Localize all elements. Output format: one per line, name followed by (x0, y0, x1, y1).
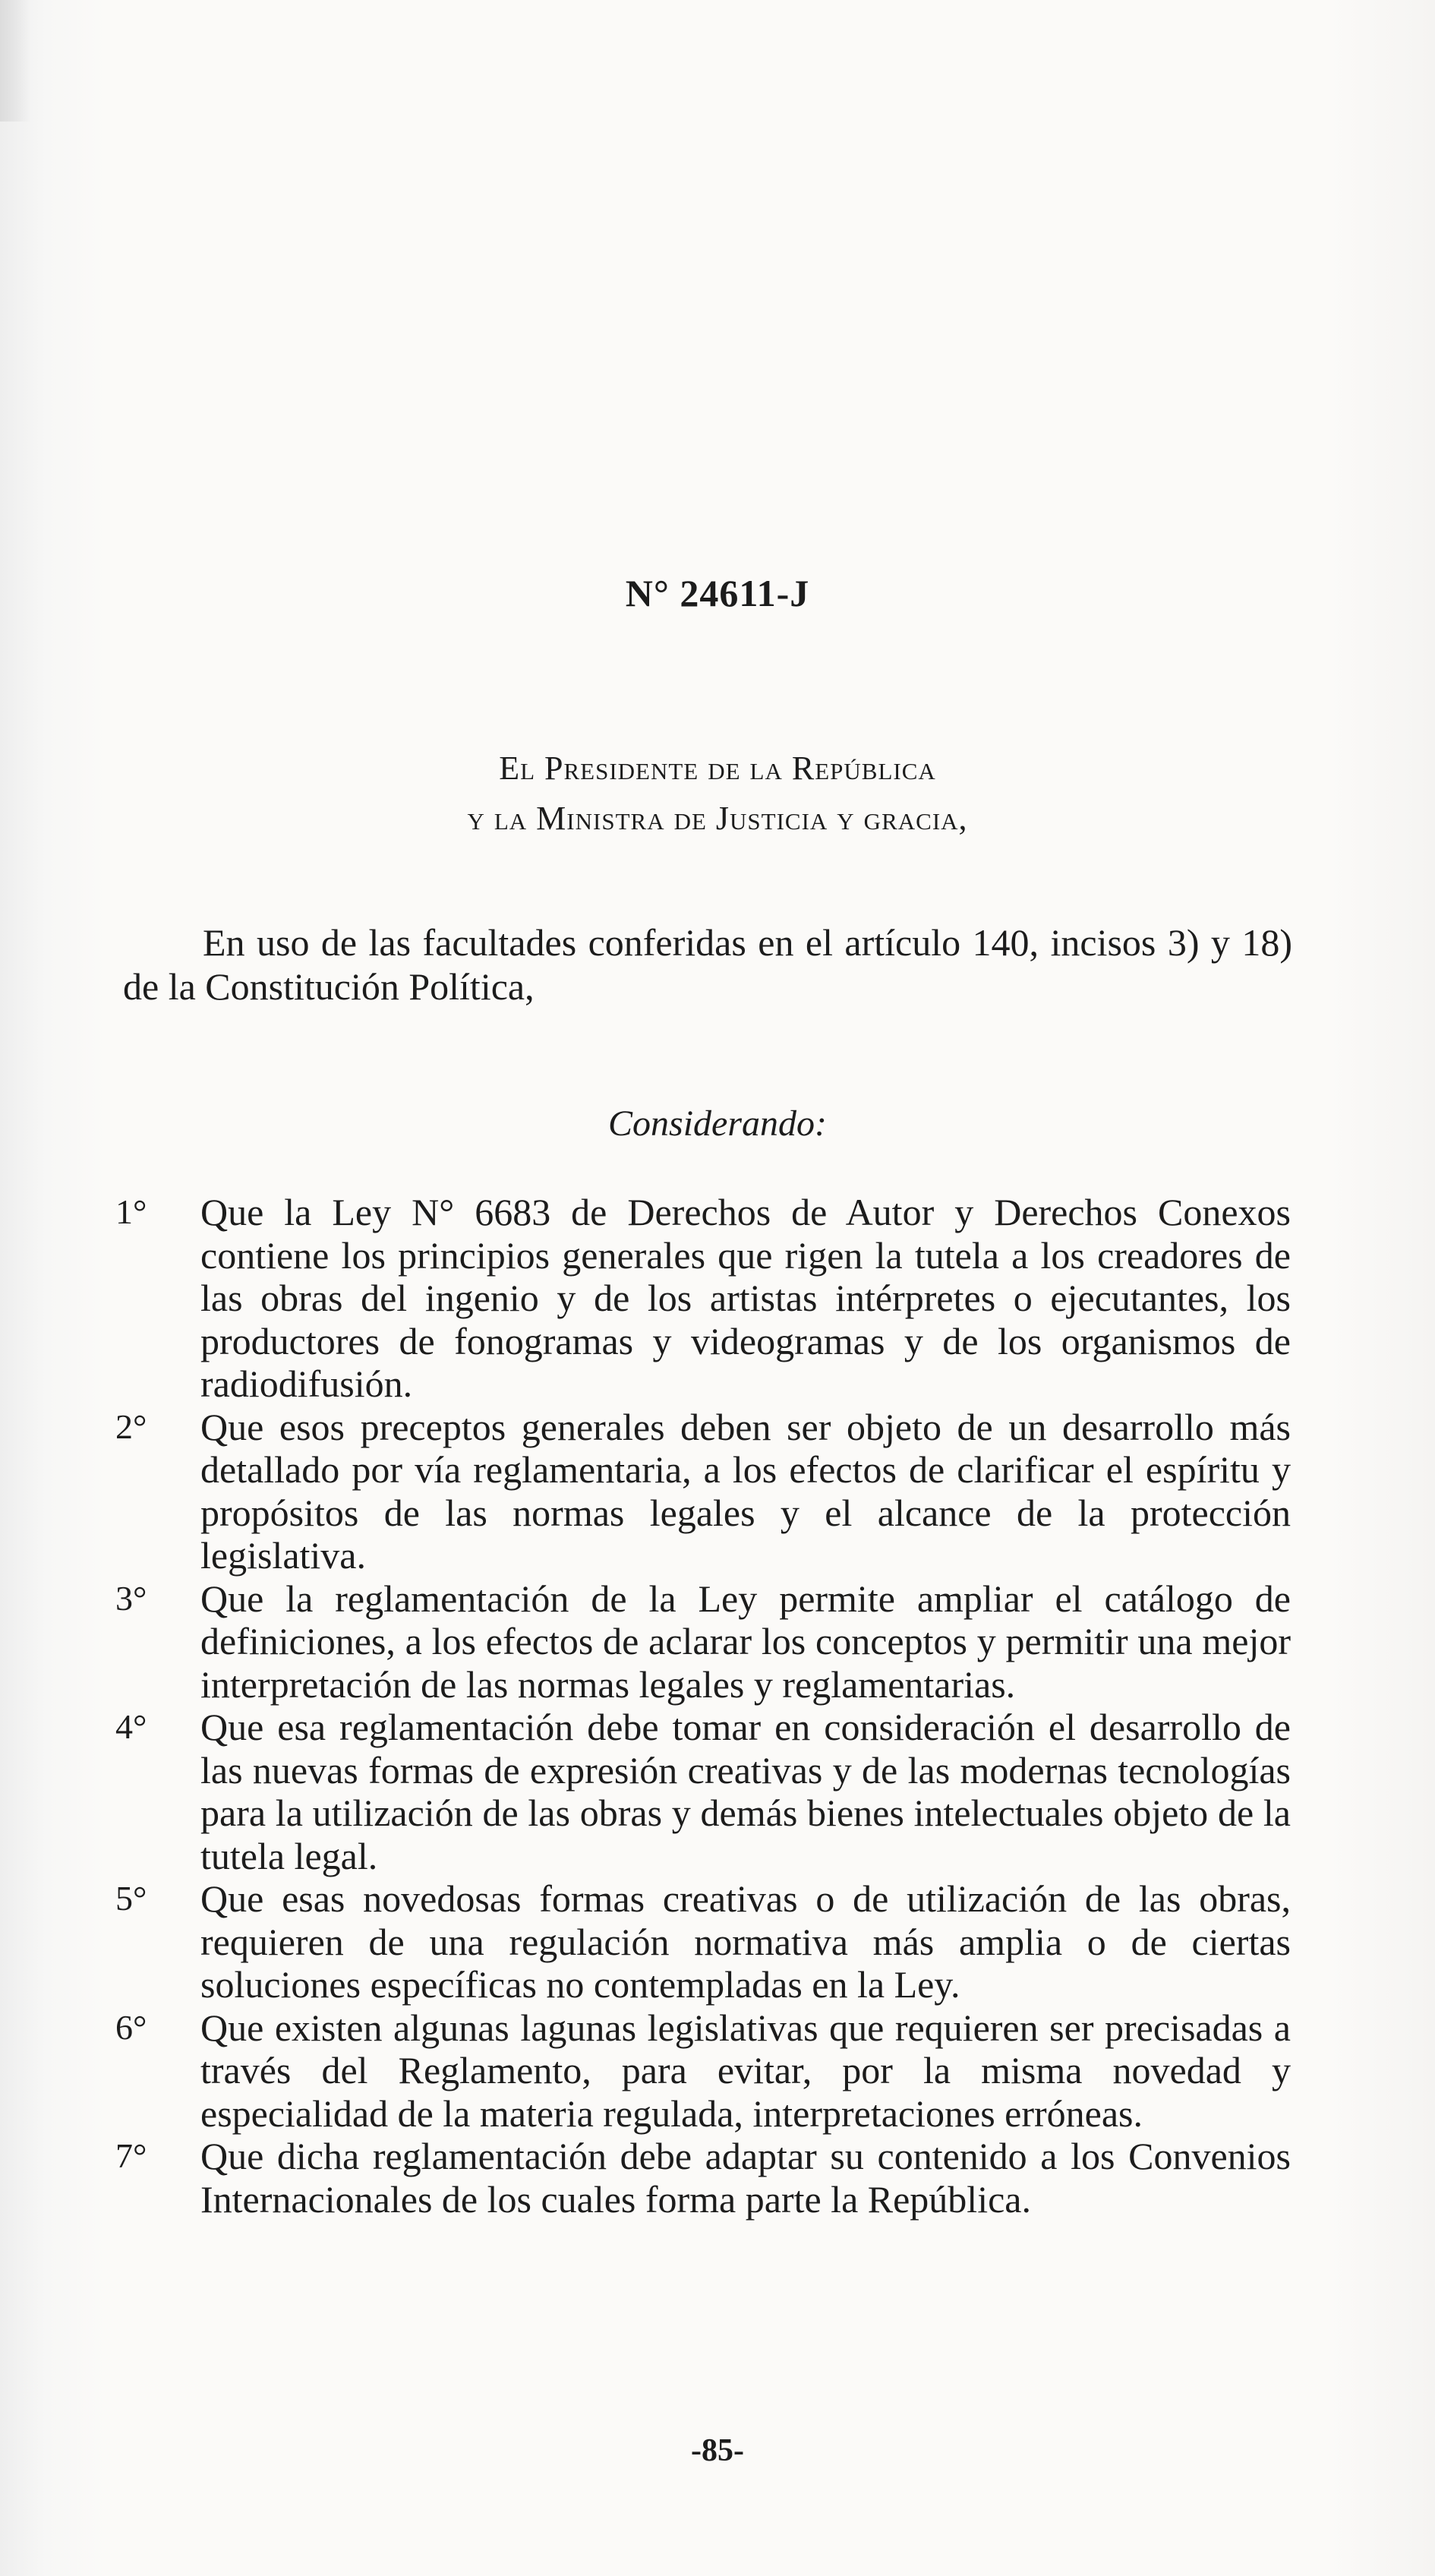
page-number: -85- (691, 2433, 744, 2468)
heading-line-president: El Presidente de la República (499, 750, 936, 787)
item-text: Que existen algunas lagunas legislativas que requieren ser precisadas a través del Reglamento, para evitar, por la misma novedad y especialidad de la materia regulada, interpretaciones erróneas. (200, 2006, 1291, 2135)
item-number: 5° (115, 1879, 147, 1918)
considering-heading: Considerando: (608, 1103, 827, 1144)
item-number: 4° (115, 1707, 147, 1746)
list-item (115, 1877, 1291, 2006)
item-number: 3° (115, 1578, 147, 1618)
list-item (115, 1406, 1291, 1577)
page-edge-shadow (0, 0, 30, 122)
item-number: 1° (115, 1192, 147, 1231)
heading-line-minister: y la Ministra de Justicia y gracia, (467, 800, 968, 837)
item-text: Que esa reglamentación debe tomar en consideración el desarrollo de las nuevas formas de expresión creativas y de las modernas tecnologías para la utilización de las obras y demás bienes intelectuales objeto de la tutela legal. (200, 1706, 1291, 1877)
list-item (115, 1191, 1291, 1406)
item-number: 2° (115, 1406, 147, 1446)
item-number: 6° (115, 2007, 147, 2047)
list-item (115, 1706, 1291, 1877)
item-text: Que la Ley N° 6683 de Derechos de Autor y Derechos Conexos contiene los principios generales que rigen la tutela a los creadores de las obras del ingenio y de los artistas intérpretes o ejecutantes, los productores de fonogramas y videogramas y de los organismos de radiodifusión. (200, 1191, 1291, 1405)
considerations-list (115, 1191, 1291, 2221)
item-text: Que esas novedosas formas creativas o de utilización de las obras, requieren de una regulación normativa más amplia o de ciertas soluciones específicas no contempladas en la Ley. (200, 1877, 1291, 2006)
item-number: 7° (115, 2136, 147, 2175)
list-item (115, 2135, 1291, 2221)
item-text: Que dicha reglamentación debe adaptar su contenido a los Convenios Internacionales de los cuales forma parte la República. (200, 2135, 1291, 2221)
list-item (115, 1577, 1291, 1706)
list-item (115, 2006, 1291, 2136)
decree-number: N° 24611-J (625, 572, 810, 614)
item-text: Que esos preceptos generales deben ser objeto de un desarrollo más detallado por vía reglamentaria, a los efectos de clarificar el espíritu y propósitos de las normas legales y el alcance de la protección legislativa. (200, 1405, 1291, 1577)
intro-paragraph: En uso de las facultades conferidas en el artículo 140, incisos 3) y 18) de la Constitución Política, (123, 921, 1292, 1008)
item-text: Que la reglamentación de la Ley permite ampliar el catálogo de definiciones, a los efectos de aclarar los conceptos y permitir una mejor interpretación de las normas legales y reglamentarias. (200, 1577, 1291, 1706)
